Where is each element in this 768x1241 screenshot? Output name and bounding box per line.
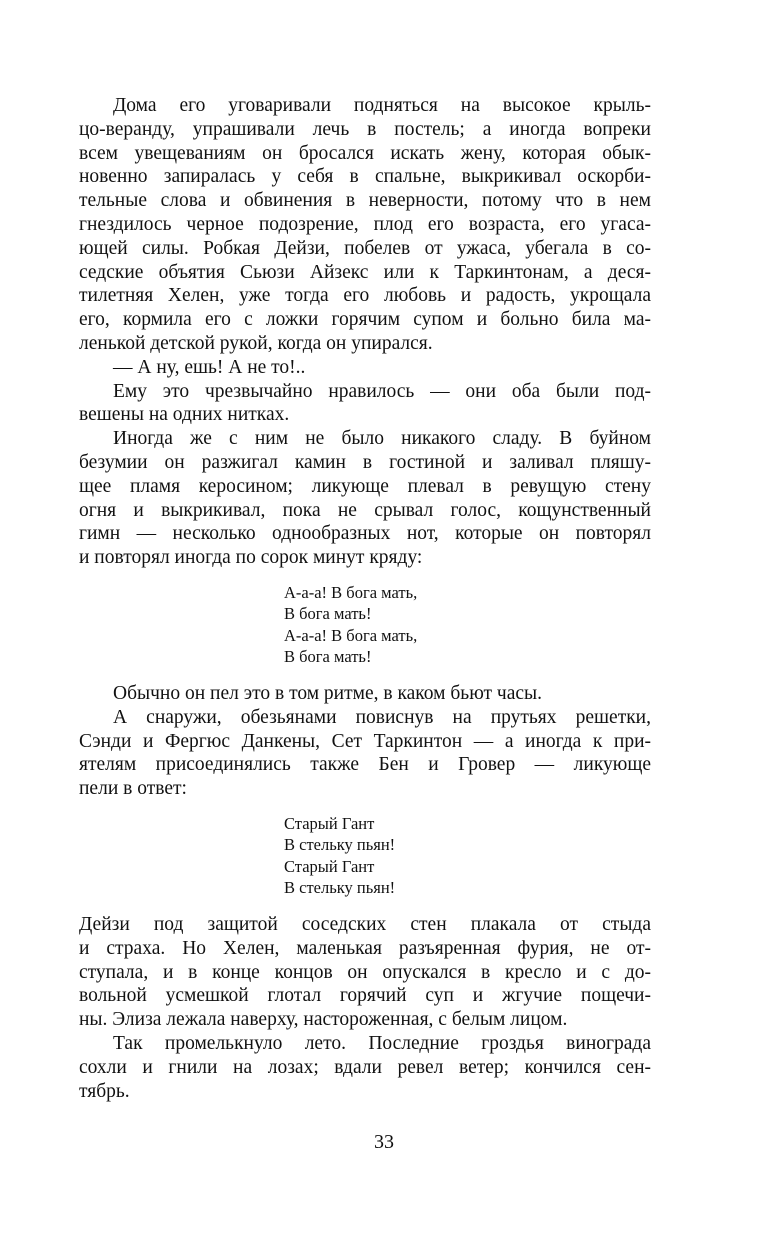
text-line: вольной усмешкой глотал горячий суп и жгучие пощечи- — [79, 985, 651, 1007]
text-line: цо-веранду, упрашивали лечь в постель; а иногда вопреки — [79, 118, 651, 140]
text-line: Дейзи под защитой соседских стен плакала от стыда — [79, 913, 651, 935]
verse-line: В бога мать! — [284, 647, 372, 667]
text-line: безумии он разжигал камин в гостиной и заливал пляшу- — [79, 451, 651, 473]
verse-line: Старый Гант — [284, 856, 375, 876]
text-line: А снаружи, обезьянами повиснув на прутьях решетки, — [113, 706, 651, 728]
paragraph — [79, 356, 651, 380]
verse-line: В бога мать! — [284, 604, 372, 624]
text-line: вешены на одних нитках. — [79, 404, 290, 426]
text-line: — А ну, ешь! А не то!.. — [113, 356, 306, 378]
text-line: Дома его уговаривали подняться на высокое крыль- — [113, 95, 651, 116]
page-body — [79, 94, 651, 1103]
text-line: Обычно он пел это в том ритме, в каком бьют часы. — [113, 682, 542, 704]
verse-line: В стельку пьян! — [284, 878, 396, 898]
verse-line: А-а-а! В бога мать, — [284, 625, 418, 645]
paragraph — [79, 1032, 651, 1103]
paragraph — [79, 427, 651, 570]
text-line: тябрь. — [79, 1080, 130, 1102]
verse-block — [284, 813, 651, 899]
text-line: тельные слова и обвинения в неверности, потому что в нем — [79, 190, 651, 212]
text-line: ющей силы. Робкая Дейзи, побелев от ужаса, убегала в со- — [79, 237, 651, 259]
page-number: 33 — [374, 1131, 394, 1153]
text-line: ленькой детской рукой, когда он упирался. — [79, 332, 433, 354]
paragraph — [79, 706, 651, 801]
text-line: тилетняя Хелен, уже тогда его любовь и радость, укрощала — [79, 285, 651, 307]
text-line: пели в ответ: — [79, 778, 187, 800]
text-line: Сэнди и Фергюс Данкены, Сет Таркинтон — а иногда к при- — [79, 730, 651, 752]
text-line: огня и выкрикивал, пока не срывал голос, кощунственный — [79, 499, 651, 521]
paragraph — [79, 913, 651, 1032]
text-line: Ему это чрезвычайно нравилось — они оба были под- — [113, 380, 651, 402]
text-line: Иногда же с ним не было никакого сладу. В буйном — [113, 428, 651, 450]
text-line: седские объятия Сьюзи Айзекс или к Таркинтонам, а деся- — [79, 261, 651, 283]
text-line: гимн — несколько однообразных нот, которые он повторял — [79, 523, 651, 545]
text-line: щее пламя керосином; ликующе плевал в ревущую стену — [79, 475, 651, 497]
verse-line: А-а-а! В бога мать, — [284, 582, 418, 602]
text-line: сохли и гнили на лозах; вдали ревел ветер; кончился сен- — [79, 1056, 651, 1078]
text-line: Так промелькнуло лето. Последние гроздья винограда — [113, 1032, 651, 1054]
verse-line: В стельку пьян! — [284, 835, 396, 855]
text-line: и страха. Но Хелен, маленькая разъяренная фурия, не от- — [79, 937, 651, 959]
paragraph — [79, 380, 651, 428]
verse-block — [284, 582, 651, 668]
verse-line: Старый Гант — [284, 813, 375, 833]
text-line: ступала, и в конце концов он опускался в кресло и с до- — [79, 961, 651, 983]
text-line: новенно запиралась у себя в спальне, выкрикивал оскорби- — [79, 166, 651, 188]
paragraph — [79, 682, 651, 706]
text-line: гнездилось черное подозрение, плод его возраста, его угаса- — [79, 213, 651, 235]
text-line: всем увещеваниям он бросался искать жену, которая обык- — [79, 142, 651, 164]
text-line: ны. Элиза лежала наверху, настороженная, с белым лицом. — [79, 1009, 568, 1031]
text-line: его, кормила его с ложки горячим супом и больно била ма- — [79, 309, 651, 331]
text-line: и повторял иногда по сорок минут кряду: — [79, 547, 423, 569]
text-line: ятелям присоединялись также Бен и Гровер — ликующе — [79, 754, 651, 776]
paragraph — [79, 94, 651, 356]
